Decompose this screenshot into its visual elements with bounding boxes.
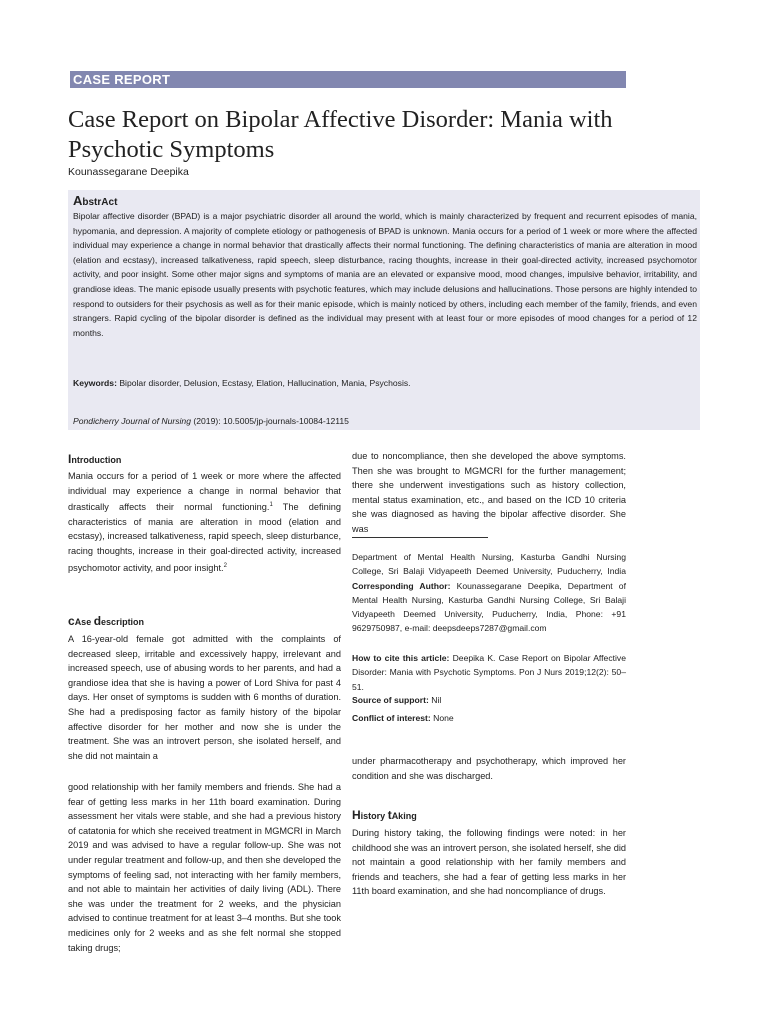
history-taking-heading: History tAking <box>352 808 417 822</box>
banner-label: CASE REPORT <box>73 72 171 87</box>
abstract-text: Bipolar affective disorder (BPAD) is a major psychiatric disorder all around the world, which is mainly characterized by frequent and recurrent episodes of mania, hypomania, and depression. A majority of complete etiology or pathogenesis of BPAD is unknown. Mania occurs for a period of 1 week or more where the affected individual may experience a change in normal behavior that drastically affects their normal functioning. The defining characteristics of mania are alteration in mood (elation and ecstasy), increased talkativeness, rapid speech, sleep disturbance, racing thoughts, increase in their goal-directed activity, increased psychomotor activity, and poor insight. Some other major signs and symptoms of mania are an elevated or expansive mood, mood changes, impulsive behavior, irritability, and grandiose ideas. The manic episode usually presents with psychotic features, which may include delusions and hallucinations. Those persons are highly intended to respond to outsiders for their psychosis as well as for their manic episode, which is mainly noticed by others, including each member of the family, friends, and even strangers. Rapid cycling of the bipolar disorder is defined as the individual may present with at least four or more episodes of mood changes for a period of 12 months. <box>73 211 697 338</box>
reference-1: 1 <box>269 502 273 509</box>
case-description-text-2: good relationship with her family members and friends. She had a fear of getting less marks in her 11th board examination. During assessment her vitals were stable, and she had a previous history of catatonia for which she received treatment in MGMCRI in March 2019 and was advised to have a regular follow-up. She was not under regular treatment and follow-up, and then she developed the symptoms of feeling sad, not interacting with her family members, and not able to maintain her activities of daily living (ADL). There she was under the treatment for 2 weeks, and the physician advised to continue treatment for at least 3–4 months. But she took medicines only for 2 weeks and as she felt normal she stopped taking drugs; <box>68 782 341 953</box>
article-title: Case Report on Bipolar Affective Disorder: Mania with Psychotic Symptoms <box>68 106 613 163</box>
keywords: Keywords: Bipolar disorder, Delusion, Ecstasy, Elation, Hallucination, Mania, Psychosis. <box>73 378 411 388</box>
section-banner <box>70 71 626 88</box>
abstract-heading: AbstrAct <box>73 193 118 208</box>
case-description-text-4: under pharmacotherapy and psychotherapy, which improved her condition and she was discharged. <box>352 756 626 781</box>
how-to-cite: How to cite this article: Deepika K. Case Report on Bipolar Affective Disorder: Mania with Psychotic Symptoms. Pon J Nurs 2019;12(2): 50–51. <box>352 653 626 692</box>
author-name: Kounassegarane Deepika <box>68 166 189 178</box>
keywords-label: Keywords: <box>73 378 117 388</box>
conflict-of-interest: Conflict of interest: None <box>352 713 454 723</box>
case-description-heading: cAse description <box>68 614 145 628</box>
affiliation-block: Department of Mental Health Nursing, Kasturba Gandhi Nursing College, Sri Balaji Vidyapeeth Deemed University, Puducherry, India Corresponding Author: Kounassegarane Deepika, Department of Mental Health Nursing, Kasturba Gandhi Nursing College, Sri Balaji Vidyapeeth Deemed University, Puducherry, India, Phone: +91 9629750987, e-mail: deepsdeeps7287@gmail.com <box>352 552 626 634</box>
corresponding-author-label: Corresponding Author: <box>352 580 451 591</box>
history-taking-text: During history taking, the following findings were noted: in her childhood she was an introvert person, she isolated herself, she did not maintain a good relationship with her family members and friends and teachers, she had a fear of getting less marks in her 11th board examination, and she had noncompliance of drugs. <box>352 828 626 897</box>
introduction-text: Mania occurs for a period of 1 week or more where the affected individual may experience a change in normal behavior that drastically affects their normal functioning.$^1$ The defining characteristics of mania are alteration in mood (elation and ecstasy), increased talkativeness, rapid speech, sleep disturbance, racing thoughts, increase in their goal-directed activity, increased psychomotor activity, and poor insight.$^2$ <box>68 471 341 573</box>
source-of-support: Source of support: Nil <box>352 695 442 705</box>
introduction-heading: Introduction <box>68 452 122 466</box>
case-description-text-3: due to noncompliance, then she developed the above symptoms. Then she was brought to MGMCRI for the further management; there she underwent investigations such as history collection, mental status examination, etc., and based on the ICD 10 criteria she was diagnosed as having the bipolar affective disorder. She was <box>352 451 626 534</box>
reference-2: 2 <box>223 562 227 569</box>
case-description-text-1: A 16-year-old female got admitted with the complaints of decreased sleep, irritable and excessively happy, irrelevant and increased speech, use of abusing words to her parents, and had a grandiose idea that she is having a power of Lord Shiva for past 4 days. Her onset of symptoms is sudden with 6 months of duration. She had a predisposing factor as family history of the bipolar affective disorder for her mother and now she is under the treatment. She was an introvert person, she isolated herself, and she did not maintain a <box>68 634 341 761</box>
footnote-rule <box>352 537 488 538</box>
journal-citation: Pondicherry Journal of Nursing (2019): 10.5005/jp-journals-10084-12115 <box>73 416 349 426</box>
